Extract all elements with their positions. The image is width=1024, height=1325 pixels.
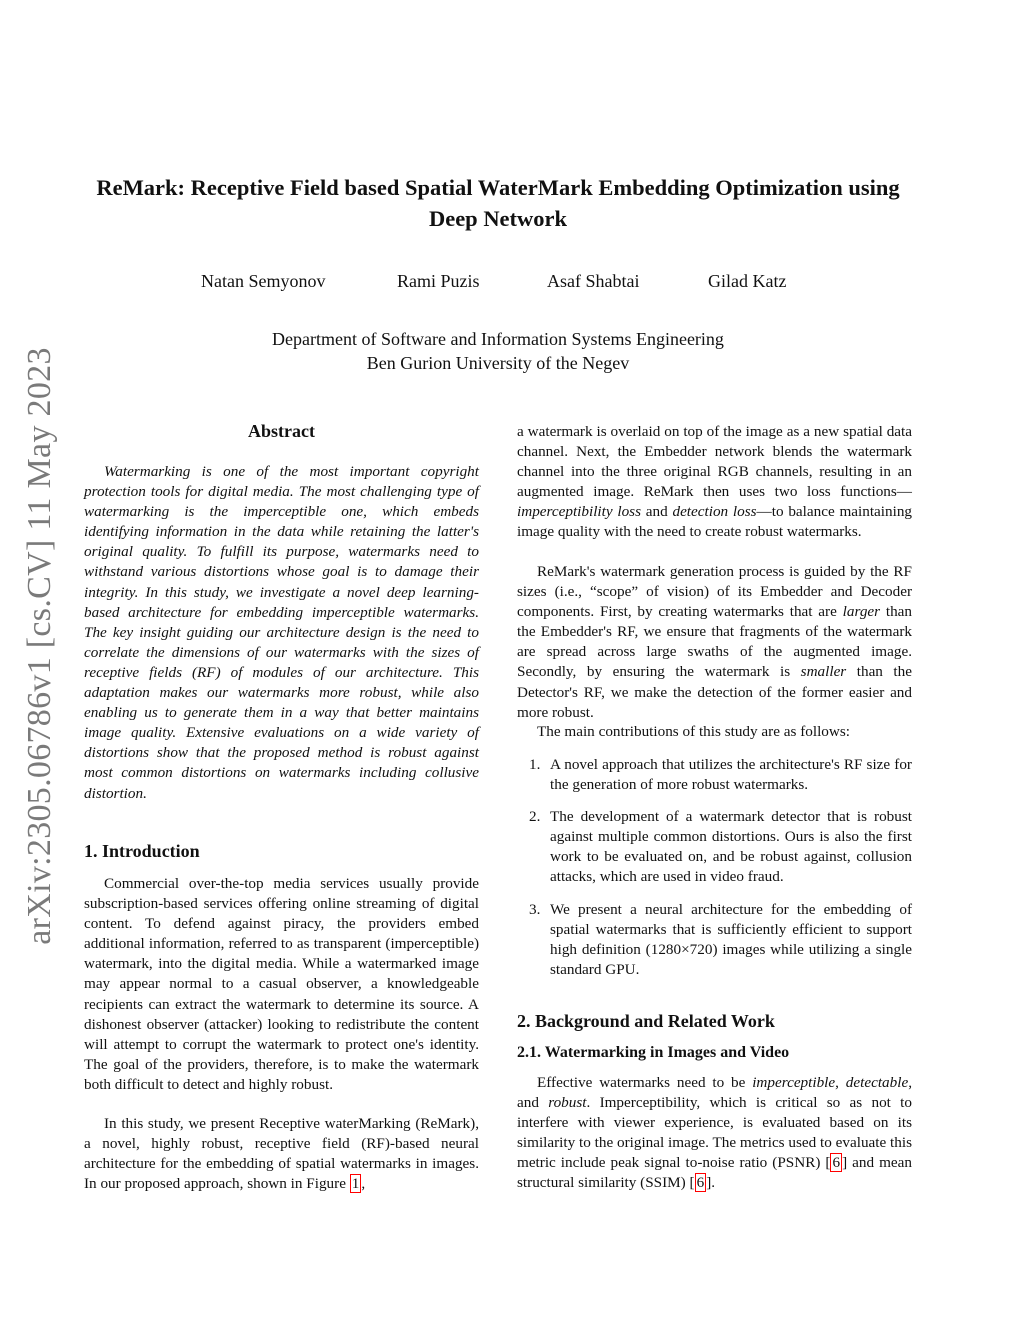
- author-name: Asaf Shabtai: [547, 271, 640, 291]
- paper-title: ReMark: Receptive Field based Spatial WaterMark Embedding Optimization using Deep Network: [96, 175, 900, 231]
- citation-link[interactable]: 6: [696, 1174, 705, 1192]
- contribution-text: We present a neural architecture for the embedding of spatial watermarks that is sufficiently efficient to support high definition (1280×720) images while utilizing a single standard GPU.: [550, 901, 912, 979]
- arxiv-identifier: [8, 346, 72, 946]
- paragraph-text: . Imperceptibility, which is critical so as not to interfere with viewer experience, is evaluated based on its similarity to the original image. The metrics used to evaluate this metric include peak signal to-noise ratio (PSNR): [517, 1094, 912, 1172]
- paragraph-text: than the Detector's RF, we make the detection of the former easier and more robust.: [517, 663, 912, 721]
- paragraph-text: than the Embedder's RF, we ensure that fragments of the watermark are spread across large swaths of the augmented image. Secondly, by ensuring the watermark is: [517, 603, 913, 681]
- background-paragraph: Effective watermarks need to be imperceptible, detectable, and robust. Imperceptibility, which is critical so as not to interfere with viewer experience, is evaluated based on its similarity to the original image. The metrics used to evaluate this metric include peak signal to-noise ratio (PSNR) [ 6 ] and mean structural similarity (SSIM) [ 6 ].: [517, 1074, 912, 1192]
- paragraph-text: In this study, we present Receptive waterMarking (ReMark), a novel, highly robust, receptive field (RF)-based neural architecture for the embedding of spatial watermarks in images. In our proposed approach, shown in Figure: [84, 1115, 479, 1193]
- paragraph-text: , and: [517, 1074, 912, 1112]
- emphasis-text: smaller: [800, 663, 847, 681]
- paragraph-text: ReMark's watermark generation process is guided by the RF sizes (i.e., “scope” of vision) of its Embedder and Decoder components. First, by creating watermarks that are: [517, 563, 912, 621]
- emphasis-text: imperceptibility loss: [517, 503, 641, 521]
- department: Department of Software and Information Systems Engineering: [272, 329, 724, 349]
- abstract-heading: Abstract: [248, 421, 315, 441]
- paragraph-text: and mean structural similarity (SSIM): [517, 1154, 912, 1192]
- paragraph-text: a watermark is overlaid on top of the image as a new spatial data channel. Next, the Embedder network blends the watermark channel into the three original RGB channels, resulting in an augmented image. ReMark then uses two loss functions—: [517, 423, 912, 501]
- arxiv-id-text: arXiv:2305.06786v1 [cs.CV] 11 May 2023: [21, 347, 58, 945]
- emphasis-text: detection loss: [672, 503, 757, 521]
- paragraph-text: and: [641, 503, 673, 521]
- paragraph-text: ,: [361, 1175, 366, 1193]
- emphasis-text: robust: [548, 1094, 587, 1112]
- intro-paragraph-1: Commercial over-the-top media services usually provide subscription-based services offering online streaming of digital content. To defend against piracy, the providers embed additional information, referred to as transparent (imperceptible) watermark, into the digital media. While a watermarked image may appear normal to a casual observer, a knowledgeable recipients can extract the watermark to determine its source. A dishonest observer (attacker) looking to redistribute the content will attempt to corrupt the watermark to protect one's identity. The goal of the providers, therefore, is to make the watermark both difficult to detect and highly robust.: [84, 875, 479, 1093]
- contribution-number: 1.: [529, 756, 541, 773]
- citation-link[interactable]: 6: [832, 1154, 841, 1172]
- intro-paragraph-5: The main contributions of this study are as follows:: [537, 723, 850, 740]
- paragraph-text: Effective watermarks need to be: [537, 1074, 753, 1091]
- emphasis-text: larger: [842, 603, 881, 621]
- author-name: Natan Semyonov: [201, 271, 326, 291]
- introduction-heading: 1. Introduction: [84, 841, 200, 861]
- figure-reference-link[interactable]: 1: [351, 1175, 360, 1193]
- watermarking-subheading: 2.1. Watermarking in Images and Video: [517, 1044, 790, 1061]
- left-column: [84, 0, 479, 1325]
- right-column: [517, 0, 912, 1325]
- contribution-text: The development of a watermark detector that is robust against multiple common distortions. Ours is also the first work to be evaluated on, and be robust against, collusion attacks, which are used in video fraud.: [550, 808, 912, 886]
- emphasis-text: detectable: [845, 1074, 909, 1091]
- paragraph-text: .: [711, 1174, 716, 1192]
- background-heading: 2. Background and Related Work: [517, 1011, 775, 1031]
- abstract-text: Watermarking is one of the most important copyright protection tools for digital media. The most challenging type of watermarking is the imperceptible one, which embeds identifying information in the data while retaining the latter's original quality. To fulfill its purpose, watermarks need to withstand various distortions whose goal is to damage their integrity. In this study, we investigate a novel deep learning-based architecture for embedding imperceptible watermarks. The key insight guiding our architecture design is the need to correlate the dimensions of our watermarks with the sizes of receptive fields (RF) of modules of our architecture. This adaptation makes our watermarks more robust, while also enabling us to generate them in a way that better maintains image quality. Extensive evaluations on a wide variety of distortions show that the proposed method is robust against most common distortions on watermarks including collusive distortion.: [84, 463, 479, 802]
- intro-paragraph-4: [517, 562, 912, 723]
- university: Ben Gurion University of the Negev: [366, 353, 630, 373]
- paragraph-text: ,: [835, 1074, 846, 1091]
- author-name: Gilad Katz: [708, 271, 787, 291]
- author-name: Rami Puzis: [397, 271, 480, 291]
- paragraph-text: —to balance maintaining image quality with the need to create robust watermarks.: [517, 503, 913, 541]
- emphasis-text: imperceptible: [752, 1074, 836, 1091]
- intro-paragraph-2: [84, 1114, 479, 1194]
- contribution-number: 3.: [529, 901, 541, 918]
- contribution-number: 2.: [529, 808, 541, 825]
- contribution-text: A novel approach that utilizes the architecture's RF size for the generation of more robust watermarks.: [550, 756, 912, 794]
- intro-paragraph-3: [517, 422, 912, 543]
